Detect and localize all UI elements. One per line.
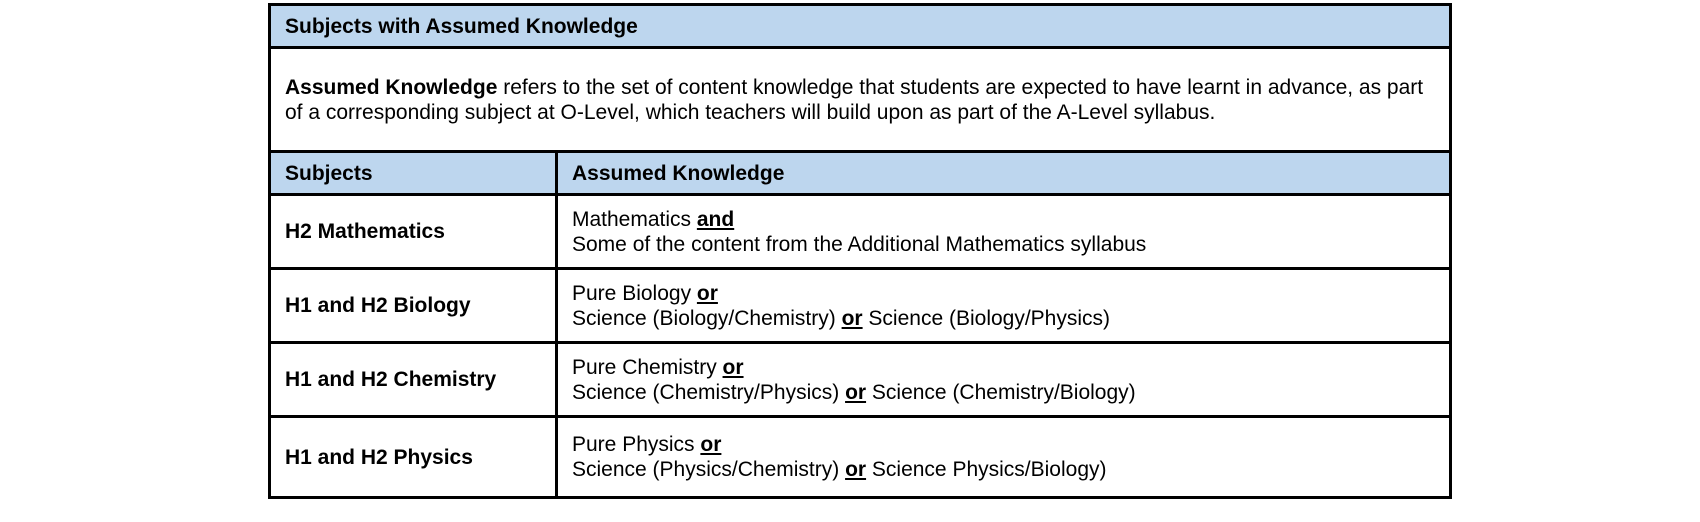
header-assumed-knowledge: Assumed Knowledge bbox=[557, 152, 1451, 195]
knowledge-line2-a: Science (Biology/Chemistry) bbox=[572, 306, 842, 330]
knowledge-cell bbox=[557, 195, 1451, 269]
knowledge-line2: Some of the content from the Additional Mathematics syllabus bbox=[572, 232, 1147, 256]
intro-text: refers to the set of content knowledge that students are expected to have learnt in advance, as part of a corresponding subject at O-Level, which teachers will build upon as part of the A-Level syllabus. bbox=[285, 75, 1424, 124]
knowledge-line1: Pure Chemistry bbox=[572, 355, 723, 379]
knowledge-line1: Pure Biology bbox=[572, 281, 697, 305]
knowledge-line2-b: Science (Biology/Physics) bbox=[862, 306, 1111, 330]
knowledge-cell bbox=[557, 343, 1451, 417]
knowledge-line1: Mathematics bbox=[572, 207, 697, 231]
subject-cell: H1 and H2 Biology bbox=[270, 269, 557, 343]
keyword-or: or bbox=[841, 306, 863, 330]
subject-cell: H1 and H2 Physics bbox=[270, 417, 557, 498]
table-row bbox=[270, 343, 1451, 417]
assumed-knowledge-table bbox=[268, 3, 1452, 499]
keyword-or: or bbox=[700, 433, 722, 456]
table-row bbox=[270, 417, 1451, 498]
knowledge-cell bbox=[557, 417, 1451, 498]
keyword-or: or bbox=[722, 355, 744, 379]
keyword-or: or bbox=[845, 458, 867, 481]
knowledge-cell bbox=[557, 269, 1451, 343]
subject-cell: H1 and H2 Chemistry bbox=[270, 343, 557, 417]
table-intro-row bbox=[270, 48, 1451, 152]
knowledge-line2-a: Science (Chemistry/Physics) bbox=[572, 380, 846, 404]
intro-paragraph bbox=[270, 48, 1451, 152]
keyword-and: and bbox=[696, 207, 735, 231]
table-header-row bbox=[270, 152, 1451, 195]
knowledge-line2-b: Science Physics/Biology) bbox=[866, 458, 1107, 481]
table-title-row bbox=[270, 5, 1451, 48]
header-subjects: Subjects bbox=[270, 152, 557, 195]
subject-cell: H2 Mathematics bbox=[270, 195, 557, 269]
table-row bbox=[270, 269, 1451, 343]
table-title: Subjects with Assumed Knowledge bbox=[270, 5, 1451, 48]
knowledge-line2-a: Science (Physics/Chemistry) bbox=[572, 458, 846, 481]
table-row bbox=[270, 195, 1451, 269]
keyword-or: or bbox=[696, 281, 718, 305]
knowledge-line1: Pure Physics bbox=[572, 433, 701, 456]
intro-term: Assumed Knowledge bbox=[285, 75, 498, 99]
knowledge-line2-b: Science (Chemistry/Biology) bbox=[866, 380, 1136, 404]
keyword-or: or bbox=[845, 380, 867, 404]
